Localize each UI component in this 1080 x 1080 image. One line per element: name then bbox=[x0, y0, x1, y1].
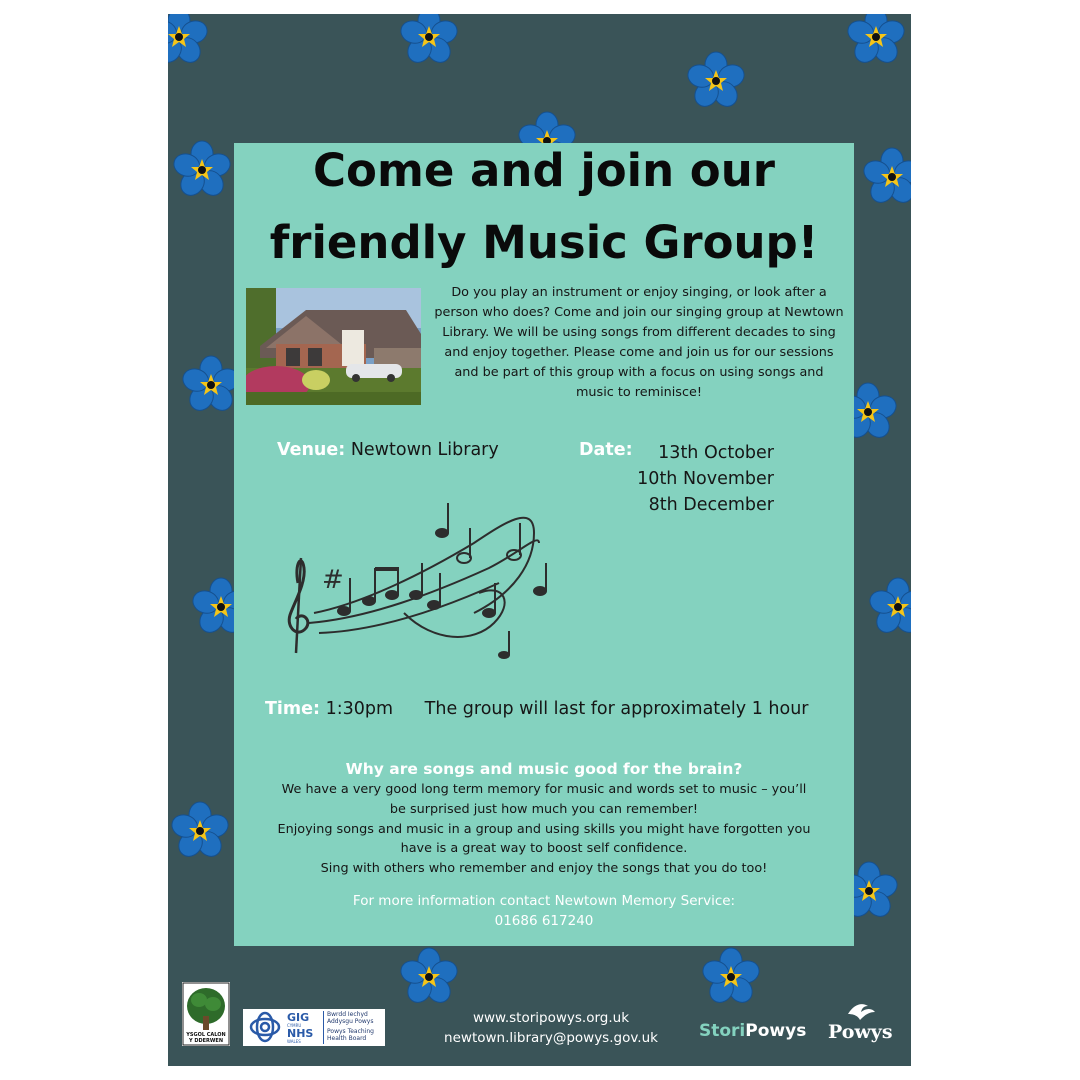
library-building-photo-icon bbox=[246, 288, 421, 405]
nhs-english-1: Powys Teaching bbox=[327, 1028, 374, 1035]
venue-label: Venue: bbox=[277, 440, 346, 460]
why-line: have is a great way to boost self confidence. bbox=[400, 841, 688, 857]
nhs-welsh-1: Bwrdd Iechyd bbox=[327, 1011, 368, 1018]
forget-me-not-flower-icon bbox=[180, 354, 242, 416]
time-value: 1:30pm bbox=[325, 699, 394, 719]
svg-text:#: # bbox=[322, 565, 344, 595]
forget-me-not-flower-icon bbox=[171, 139, 233, 201]
content-panel bbox=[234, 143, 854, 946]
forget-me-not-flower-icon bbox=[398, 946, 460, 1008]
time-line bbox=[265, 699, 808, 719]
title-line-2: friendly Music Group! bbox=[269, 216, 819, 269]
poster-title bbox=[234, 135, 854, 279]
bird-icon bbox=[846, 1000, 876, 1022]
contact-phone: 01686 617240 bbox=[494, 913, 594, 929]
powys-logo bbox=[828, 1000, 898, 1046]
celtic-knot-icon bbox=[245, 1009, 285, 1046]
music-notes-clef-icon bbox=[284, 483, 554, 673]
forget-me-not-flower-icon bbox=[168, 14, 210, 68]
stori-powys-logo bbox=[699, 1021, 806, 1041]
music-notes-graphic bbox=[284, 483, 554, 673]
nhs-english-2: Health Board bbox=[327, 1035, 367, 1042]
intro-paragraph: Do you play an instrument or enjoy singing, or look after a person who does? Come and join our singing group at Newtown Library. We will be using songs from different decades to sing and enjoy together. Please come and join us for our sessions and be part of this group with a focus on using songs and music to reminisce! bbox=[434, 285, 844, 400]
time-label: Time: bbox=[265, 699, 321, 719]
date-item: 10th November bbox=[637, 469, 774, 489]
school-logo-text: YSGOL CALON Y DDERWEN bbox=[186, 1032, 226, 1044]
why-line: Sing with others who remember and enjoy the songs that you do too! bbox=[320, 861, 768, 877]
date-label: Date: bbox=[579, 440, 633, 460]
title-line-1: Come and join our bbox=[313, 144, 775, 197]
forget-me-not-flower-icon bbox=[169, 800, 231, 862]
school-logo bbox=[182, 982, 230, 1046]
nhs-gig: GIG bbox=[287, 1011, 310, 1024]
why-body bbox=[234, 780, 854, 879]
footer-contact bbox=[426, 1008, 676, 1048]
contact-info bbox=[234, 891, 854, 931]
forget-me-not-flower-icon bbox=[685, 50, 747, 112]
stori-logo-part1: Stori bbox=[699, 1021, 746, 1041]
why-heading: Why are songs and music good for the brain? bbox=[345, 760, 743, 778]
venue-line bbox=[277, 440, 499, 460]
why-line: We have a very good long term memory for music and words set to music – you’ll bbox=[281, 782, 807, 797]
footer-email-link[interactable]: newtown.library@powys.gov.uk bbox=[444, 1030, 658, 1046]
nhs-nhs: NHS bbox=[287, 1027, 314, 1040]
forget-me-not-flower-icon bbox=[845, 14, 907, 68]
forget-me-not-flower-icon bbox=[398, 14, 460, 68]
forget-me-not-flower-icon bbox=[867, 576, 911, 638]
date-item: 13th October bbox=[658, 443, 774, 463]
forget-me-not-flower-icon bbox=[700, 946, 762, 1008]
stori-logo-part2: Powys bbox=[745, 1021, 807, 1041]
powys-logo-word: Powys bbox=[828, 1021, 893, 1043]
poster bbox=[168, 14, 911, 1066]
date-list bbox=[614, 440, 774, 518]
nhs-welsh-2: Addysgu Powys bbox=[327, 1018, 374, 1025]
why-line: be surprised just how much you can remember! bbox=[389, 801, 699, 817]
nhs-wales: WALES bbox=[287, 1039, 301, 1044]
time-duration: The group will last for approximately 1 hour bbox=[424, 699, 809, 719]
nhs-logo bbox=[243, 1009, 385, 1046]
why-line: Enjoying songs and music in a group and using skills you might have forgotten you bbox=[277, 821, 811, 837]
nhs-cymru: CYMRU bbox=[287, 1023, 302, 1028]
why-section bbox=[234, 758, 854, 879]
venue-value: Newtown Library bbox=[350, 440, 499, 460]
date-item: 8th December bbox=[648, 495, 774, 515]
footer-website-link[interactable]: www.storipowys.org.uk bbox=[472, 1010, 630, 1026]
forget-me-not-flower-icon bbox=[861, 146, 911, 208]
library-photo bbox=[246, 288, 421, 405]
contact-line: For more information contact Newtown Memory Service: bbox=[352, 893, 736, 909]
